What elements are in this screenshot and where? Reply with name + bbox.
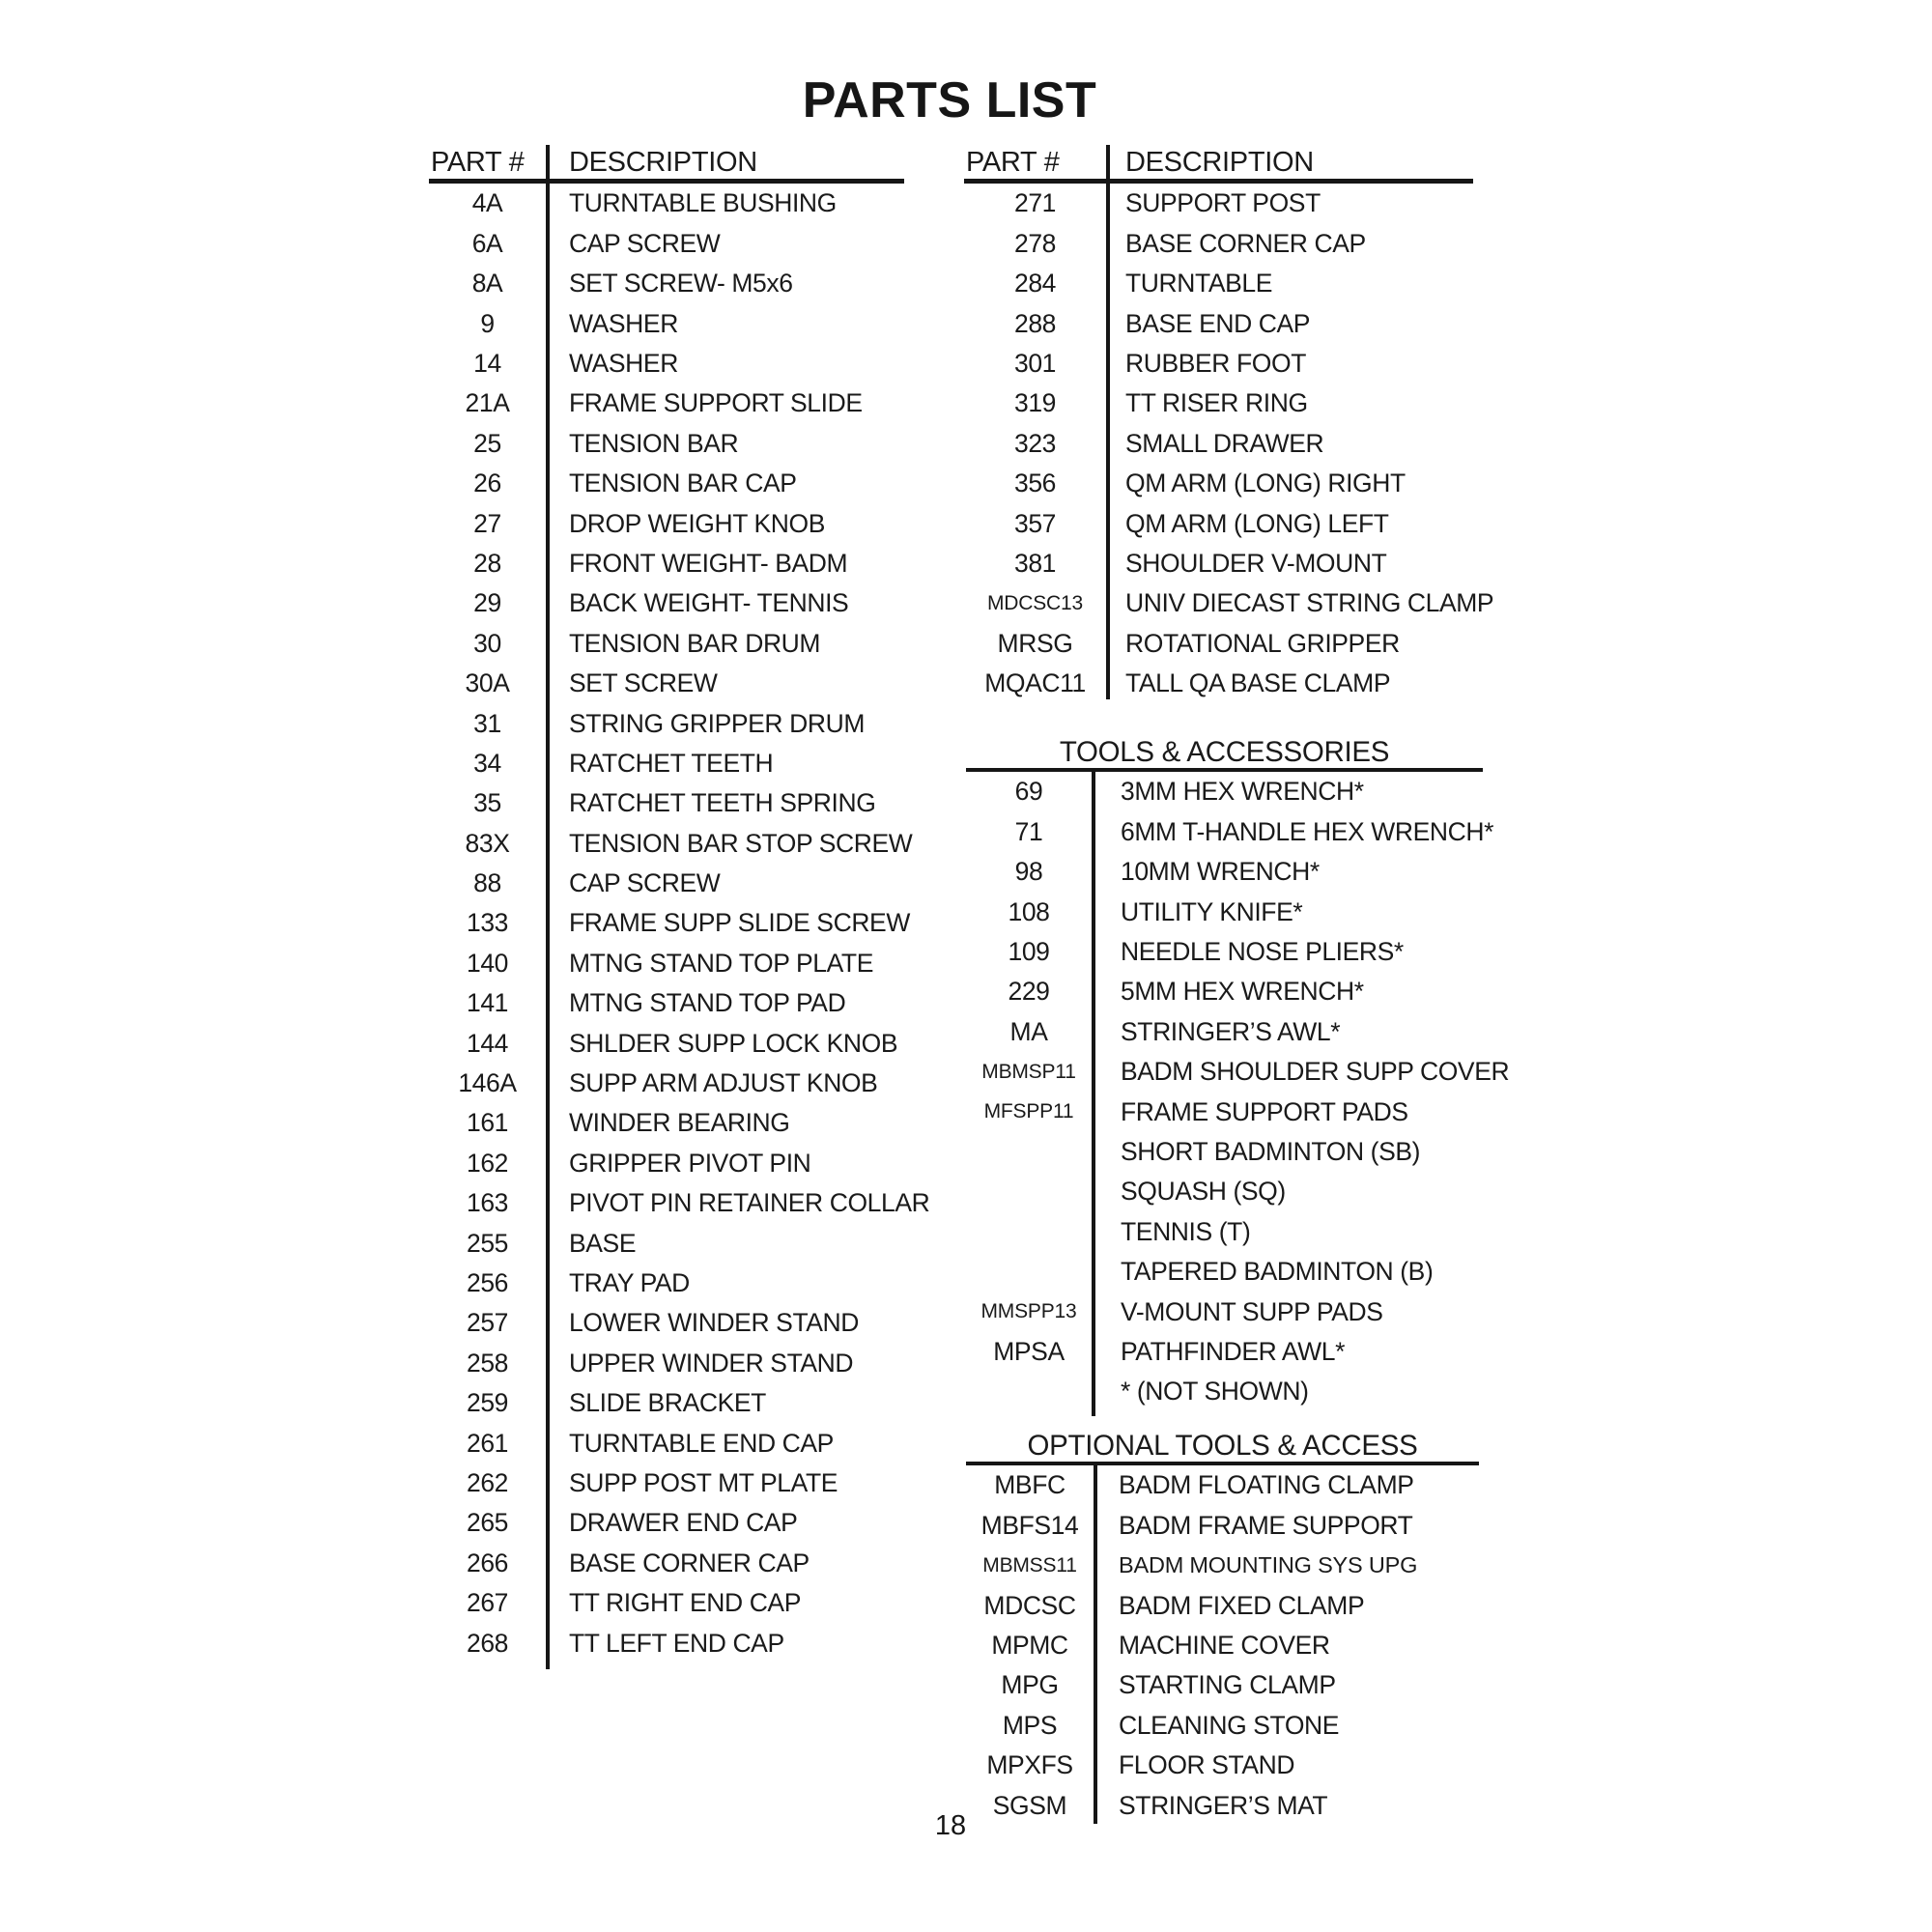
part-number-cell: 268 [466,1628,508,1658]
part-number-cell: 284 [1013,269,1056,298]
description-cell: STRING GRIPPER DRUM [569,708,866,738]
table-row [429,1503,904,1543]
part-number-cell: 30A [465,668,510,698]
part-number-cell: 146A [458,1068,517,1098]
description-cell: 6MM T-HANDLE HEX WRENCH* [1121,816,1493,846]
table-row [966,1052,1510,1092]
part-number-cell: 69 [1014,777,1043,807]
table-row [964,384,1473,423]
column-divider-line [1094,1465,1097,1824]
column-header-description: DESCRIPTION [1125,147,1314,178]
part-number-cell: 229 [1008,977,1050,1007]
part-number-cell: 27 [473,508,501,538]
description-cell: 10MM WRENCH* [1121,857,1320,887]
part-number-cell: 256 [466,1267,508,1297]
part-number-cell: MBFC [994,1470,1065,1500]
optional-tools-section [966,1428,1479,1826]
table-row [429,544,904,583]
table-row [429,1583,904,1623]
description-cell: * (NOT SHOWN) [1121,1377,1309,1406]
part-number-cell: 357 [1013,508,1056,538]
part-number-cell: 28 [473,548,501,578]
description-cell: UTILITY KNIFE* [1121,896,1303,926]
table-row [429,664,904,703]
part-number-cell: 26 [473,469,501,498]
part-number-cell: MQAC11 [984,668,1086,698]
table-row [429,1264,904,1303]
description-cell: BADM FRAME SUPPORT [1119,1510,1413,1540]
description-cell: SET SCREW- M5x6 [569,269,793,298]
description-cell: V-MOUNT SUPP PADS [1121,1296,1383,1326]
part-number-cell: 265 [466,1508,508,1538]
description-cell: BADM FIXED CLAMP [1119,1590,1365,1620]
part-number-cell: 9 [480,308,495,338]
section-header: OPTIONAL TOOLS & ACCESS [966,1428,1479,1465]
table-body [966,772,1510,1411]
table-row [429,464,904,503]
table-row [966,1465,1479,1505]
table-row [429,1623,904,1662]
part-number-cell: MRSG [997,628,1073,658]
part-number-cell: MMSPP13 [980,1300,1077,1323]
table-row [966,1665,1479,1705]
table-row [966,1372,1483,1411]
part-number-cell: MPMC [991,1631,1068,1660]
table-row [964,303,1473,343]
part-number-cell: 30 [473,628,501,658]
column-divider-line [546,145,550,1669]
table-row [429,384,904,423]
part-number-cell: 381 [1013,548,1056,578]
description-cell: BADM SHOULDER SUPP COVER [1121,1057,1510,1087]
part-number-cell: MBMSS11 [982,1553,1077,1577]
table-row [429,303,904,343]
part-number-cell: 88 [473,868,501,898]
part-number-cell: 278 [1013,228,1056,258]
table-row [964,264,1473,303]
part-number-cell: 257 [466,1308,508,1338]
table-body [966,1465,1479,1826]
column-header-part: PART # [966,147,1060,178]
table-row [966,772,1483,811]
description-cell: TURNTABLE [1125,269,1272,298]
description-cell: PATHFINDER AWL* [1121,1336,1346,1366]
column-header-part: PART # [431,147,525,178]
parts-table-left [429,145,930,1662]
page-number: 18 [934,1810,967,1841]
description-cell: NEEDLE NOSE PLIERS* [1121,937,1404,966]
description-cell: DROP WEIGHT KNOB [569,508,826,538]
section-header: TOOLS & ACCESSORIES [966,734,1483,772]
description-cell: DRAWER END CAP [569,1508,798,1538]
description-cell: FRAME SUPPORT SLIDE [569,388,863,418]
part-number-cell: 98 [1014,857,1043,887]
table-row [429,1183,930,1223]
part-number-cell: SGSM [992,1790,1067,1820]
part-number-cell: MFSPP11 [983,1100,1074,1123]
part-number-cell: MBMSP11 [981,1060,1076,1083]
description-cell: 3MM HEX WRENCH* [1121,777,1364,807]
table-row [966,1585,1479,1625]
description-cell: SHORT BADMINTON (SB) [1121,1136,1421,1166]
table-row [429,903,910,943]
description-cell: TENNIS (T) [1121,1216,1251,1246]
part-number-cell: 144 [466,1028,508,1058]
table-row [966,1746,1479,1785]
table-row [966,1331,1483,1371]
description-cell: SMALL DRAWER [1125,428,1324,458]
table-row [429,743,904,782]
table-row [429,503,904,543]
description-cell: LOWER WINDER STAND [569,1308,860,1338]
description-cell: SET SCREW [569,668,718,698]
table-row [966,892,1483,931]
table-row [429,344,904,384]
description-cell: TENSION BAR STOP SCREW [569,828,913,858]
table-row [429,223,904,263]
description-cell: SHLDER SUPP LOCK KNOB [569,1028,898,1058]
description-cell: ROTATIONAL GRIPPER [1125,628,1400,658]
table-header [429,145,904,184]
part-number-cell: 271 [1013,188,1056,218]
description-cell: TURNTABLE BUSHING [569,188,837,218]
part-number-cell: 163 [466,1188,508,1218]
part-number-cell: 288 [1013,308,1056,338]
part-number-cell: MPXFS [986,1750,1073,1780]
part-number-cell: 258 [466,1348,508,1378]
table-row [966,1132,1483,1172]
table-row [964,583,1494,623]
description-cell: CAP SCREW [569,868,721,898]
table-row [966,1705,1479,1745]
table-row [429,1383,904,1423]
table-row [966,1011,1483,1051]
table-row [429,864,904,903]
part-number-cell: 161 [466,1108,508,1138]
table-row [429,1103,904,1143]
table-row [966,1252,1483,1292]
part-number-cell: MBFS14 [980,1510,1079,1540]
description-cell: TURNTABLE END CAP [569,1428,834,1458]
description-cell: TENSION BAR CAP [569,469,797,498]
part-number-cell: MPG [1001,1670,1059,1700]
description-cell: SLIDE BRACKET [569,1388,766,1418]
table-body [964,184,1494,703]
part-number-cell: 31 [473,708,501,738]
table-row [429,264,904,303]
table-row [964,423,1473,463]
description-cell: UPPER WINDER STAND [569,1348,854,1378]
description-cell: RUBBER FOOT [1125,349,1307,378]
table-row [429,1543,904,1582]
table-row [429,623,904,663]
table-row [966,1211,1483,1251]
part-number-cell: 356 [1013,469,1056,498]
description-cell: BASE [569,1228,637,1258]
table-row [964,664,1473,703]
table-header [964,145,1473,184]
part-number-cell: 141 [466,988,508,1018]
parts-table-right [964,145,1494,703]
table-row [429,983,904,1023]
description-cell: TAPERED BADMINTON (B) [1121,1257,1434,1287]
part-number-cell: 8A [471,269,503,298]
table-row [964,544,1473,583]
description-cell: TALL QA BASE CLAMP [1125,668,1391,698]
table-row [964,344,1473,384]
page-title: PARTS LIST [802,72,1097,128]
table-row [429,1064,904,1103]
table-row [429,823,913,863]
part-number-cell: MPSA [993,1336,1065,1366]
part-number-cell: 71 [1014,816,1043,846]
table-row [429,1023,904,1063]
table-row [966,1626,1479,1665]
table-row [429,1303,904,1343]
description-cell: BADM MOUNTING SYS UPG [1119,1551,1418,1577]
table-body [429,184,930,1662]
description-cell: WINDER BEARING [569,1108,790,1138]
description-cell: 5MM HEX WRENCH* [1121,977,1364,1007]
description-cell: BASE CORNER CAP [569,1548,810,1577]
part-number-cell: 262 [466,1467,508,1497]
table-row [966,1505,1479,1545]
description-cell: SUPP ARM ADJUST KNOB [569,1068,878,1098]
table-row [429,1343,904,1382]
description-cell: SHOULDER V-MOUNT [1125,548,1387,578]
part-number-cell: 301 [1013,349,1056,378]
table-row [429,943,904,982]
table-row [966,811,1493,851]
description-cell: TRAY PAD [569,1267,690,1297]
description-cell: PIVOT PIN RETAINER COLLAR [569,1188,930,1218]
description-cell: BASE END CAP [1125,308,1311,338]
description-cell: BACK WEIGHT- TENNIS [569,588,849,618]
description-cell: MACHINE COVER [1119,1631,1330,1660]
description-cell: FRONT WEIGHT- BADM [569,548,848,578]
description-cell: MTNG STAND TOP PAD [569,988,846,1018]
description-cell: SUPP POST MT PLATE [569,1467,838,1497]
part-number-cell: MPS [1002,1710,1058,1740]
description-cell: UNIV DIECAST STRING CLAMP [1125,588,1494,618]
description-cell: STARTING CLAMP [1119,1670,1336,1700]
part-number-cell: 319 [1013,388,1056,418]
table-row [964,184,1473,223]
description-cell: WASHER [569,349,678,378]
table-row [429,1143,904,1182]
table-row [429,423,904,463]
part-number-cell: 259 [466,1388,508,1418]
part-number-cell: MDCSC [983,1590,1076,1620]
table-row [964,464,1473,503]
table-row [966,1546,1479,1585]
part-number-cell: 35 [473,788,501,818]
table-row [429,583,904,623]
table-row [964,503,1473,543]
table-row [964,623,1473,663]
description-cell: RATCHET TEETH [569,748,774,778]
description-cell: WASHER [569,308,678,338]
description-cell: TT RISER RING [1125,388,1308,418]
description-cell: BASE CORNER CAP [1125,228,1366,258]
description-cell: STRINGER’S MAT [1119,1790,1328,1820]
part-number-cell: 29 [473,588,501,618]
description-cell: QM ARM (LONG) RIGHT [1125,469,1406,498]
description-cell: MTNG STAND TOP PLATE [569,948,873,978]
part-number-cell: 109 [1008,937,1050,966]
description-cell: BADM FLOATING CLAMP [1119,1470,1414,1500]
column-divider-line [1106,145,1110,699]
part-number-cell: 140 [466,948,508,978]
description-cell: CLEANING STONE [1119,1710,1340,1740]
part-number-cell: 323 [1013,428,1056,458]
description-cell: SQUASH (SQ) [1121,1177,1286,1207]
table-row [429,1423,904,1463]
table-row [429,184,904,223]
description-cell: CAP SCREW [569,228,721,258]
part-number-cell: 261 [466,1428,508,1458]
part-number-cell: 83X [465,828,510,858]
part-number-cell: 4A [471,188,503,218]
description-cell: QM ARM (LONG) LEFT [1125,508,1389,538]
column-header-description: DESCRIPTION [569,147,757,178]
description-cell: RATCHET TEETH SPRING [569,788,876,818]
table-row [966,1092,1483,1131]
table-row [966,1172,1483,1211]
description-cell: TENSION BAR DRUM [569,628,821,658]
part-number-cell: 25 [473,428,501,458]
description-cell: SUPPORT POST [1125,188,1321,218]
tools-accessories-section [966,734,1510,1411]
description-cell: FRAME SUPP SLIDE SCREW [569,908,910,938]
part-number-cell: MA [1009,1016,1048,1046]
part-number-cell: 21A [465,388,510,418]
part-number-cell: 162 [466,1148,508,1178]
part-number-cell: 34 [473,748,501,778]
table-row [964,223,1473,263]
table-row [429,1463,904,1503]
table-row [966,972,1483,1011]
table-row [966,1292,1483,1331]
table-row [429,1223,904,1263]
description-cell: FLOOR STAND [1119,1750,1295,1780]
table-row [429,703,904,743]
table-row [966,932,1483,972]
part-number-cell: 14 [473,349,501,378]
part-number-cell: MDCSC13 [987,592,1083,615]
description-cell: TT RIGHT END CAP [569,1588,801,1618]
column-divider-line [1092,772,1095,1416]
part-number-cell: 266 [466,1548,508,1577]
description-cell: FRAME SUPPORT PADS [1121,1096,1408,1126]
part-number-cell: 6A [471,228,503,258]
description-cell: TT LEFT END CAP [569,1628,784,1658]
part-number-cell: 133 [466,908,508,938]
description-cell: TENSION BAR [569,428,739,458]
description-cell: GRIPPER PIVOT PIN [569,1148,811,1178]
part-number-cell: 267 [466,1588,508,1618]
table-row [966,852,1483,892]
part-number-cell: 255 [466,1228,508,1258]
description-cell: STRINGER’S AWL* [1121,1016,1341,1046]
part-number-cell: 108 [1008,896,1050,926]
table-row [429,783,904,823]
